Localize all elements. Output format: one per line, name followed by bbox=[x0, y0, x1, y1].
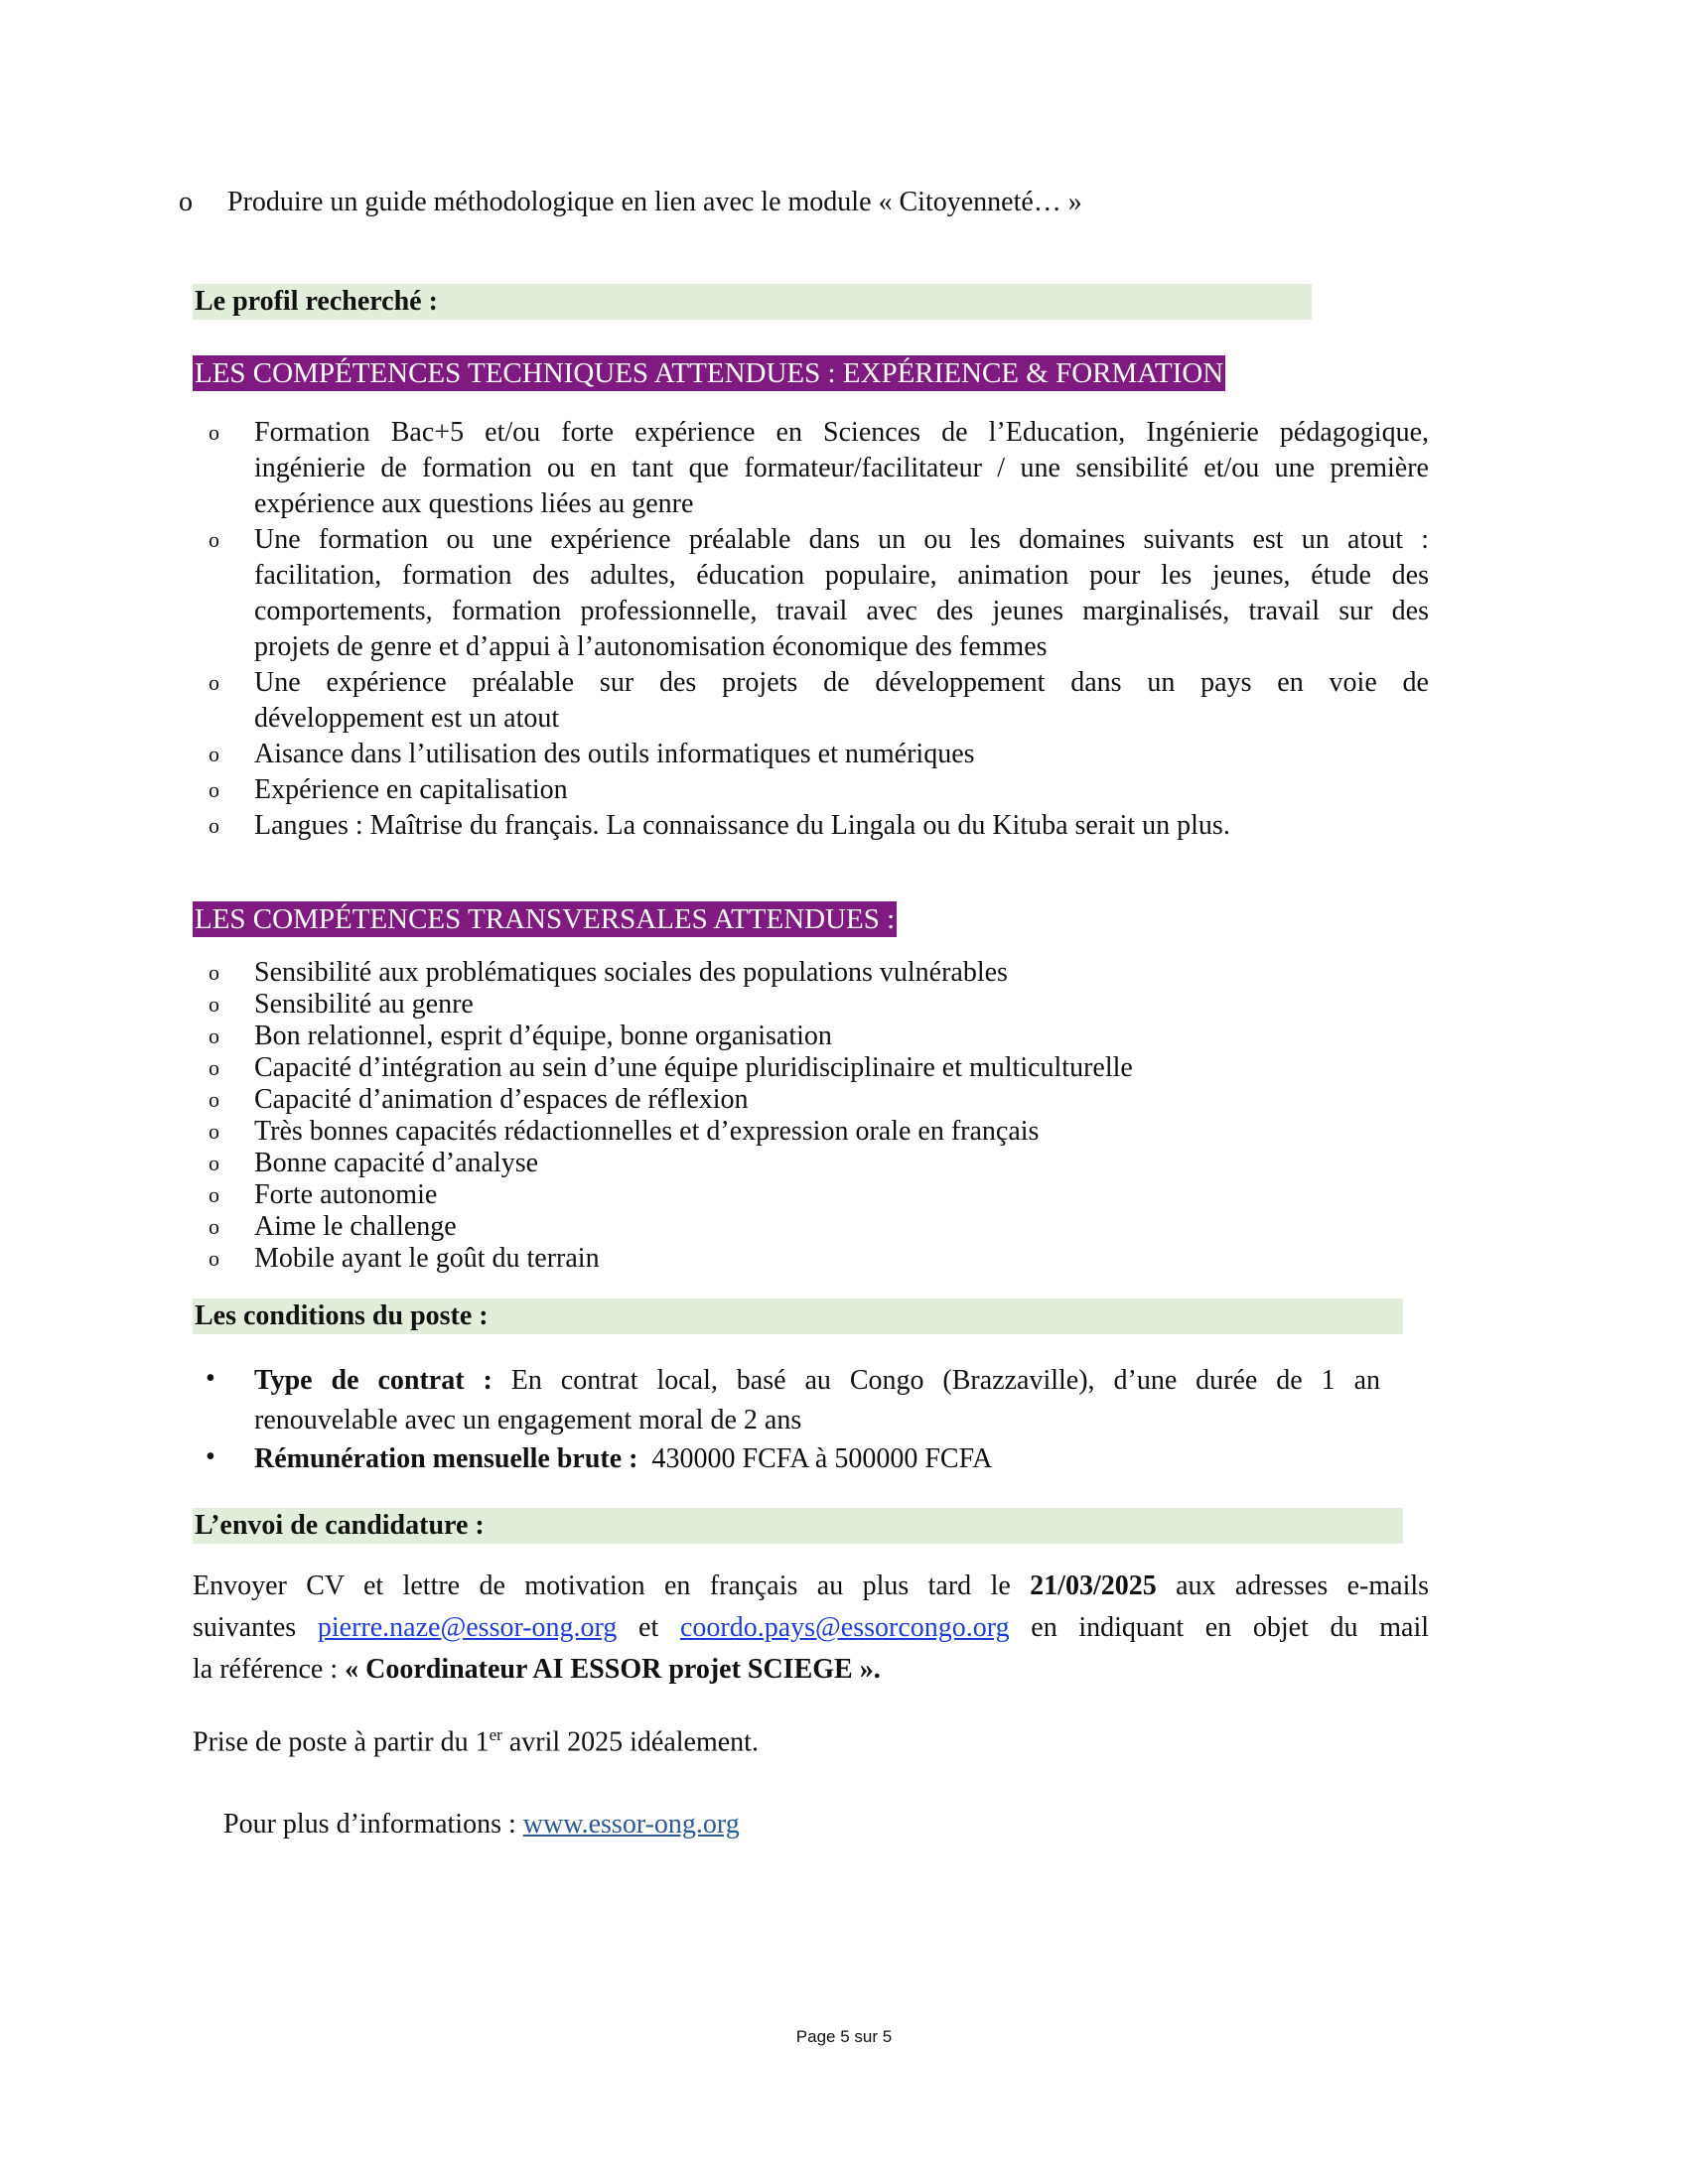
bullet-dot: • bbox=[206, 1363, 215, 1394]
envoi-reference: « Coordinateur AI ESSOR projet SCIEGE ». bbox=[345, 1654, 881, 1685]
list-item-line: expérience aux questions liées au genre bbox=[254, 488, 694, 519]
contrat-line1 bbox=[254, 1361, 1380, 1401]
envoi-heading: L’envoi de candidature : bbox=[193, 1508, 1403, 1544]
list-item: Sensibilité aux problématiques sociales des populations vulnérables bbox=[254, 957, 1008, 988]
remun-label: Rémunération mensuelle brute : bbox=[254, 1443, 638, 1474]
list-item: Bon relationnel, esprit d’équipe, bonne organisation bbox=[254, 1021, 832, 1051]
remun-line bbox=[254, 1439, 992, 1479]
prise-text: Prise de poste à partir du 1 bbox=[193, 1726, 490, 1758]
list-item: Aime le challenge bbox=[254, 1211, 457, 1242]
prise-text: avril 2025 idéalement. bbox=[508, 1726, 759, 1758]
envoi-text: et bbox=[638, 1612, 659, 1643]
page-number: Page 5 sur 5 bbox=[795, 2027, 893, 2046]
profil-heading: Le profil recherché : bbox=[193, 284, 1312, 320]
bullet-o: o bbox=[209, 1087, 219, 1112]
bullet-o: o bbox=[209, 960, 219, 985]
contrat-text: En contrat local, basé au Congo (Brazzaville), d’une durée de 1 an bbox=[510, 1365, 1381, 1396]
bullet-dot: • bbox=[206, 1441, 215, 1472]
prise-sup: er bbox=[489, 1725, 502, 1744]
list-item-line: Aisance dans l’utilisation des outils informatiques et numériques bbox=[254, 739, 975, 769]
conditions-heading: Les conditions du poste : bbox=[193, 1298, 1403, 1334]
bullet-o: o bbox=[209, 813, 219, 838]
list-item: Forte autonomie bbox=[254, 1179, 438, 1210]
bullet-o: o bbox=[209, 1151, 219, 1175]
bullet-o: o bbox=[209, 1024, 219, 1048]
list-item-line: Expérience en capitalisation bbox=[254, 774, 568, 805]
bullet-o: o bbox=[209, 992, 219, 1017]
bullet-o: o bbox=[209, 1055, 219, 1080]
email-link-1[interactable]: pierre.naze@essor-ong.org bbox=[317, 1612, 618, 1643]
bullet-o: o bbox=[209, 420, 219, 445]
list-item-line: Une expérience préalable sur des projets de développement dans un pays en voie de bbox=[254, 667, 1429, 698]
envoi-text: suivantes bbox=[193, 1612, 297, 1643]
bullet-o: o bbox=[209, 1119, 219, 1144]
top-item: Produire un guide méthodologique en lien avec le module « Citoyenneté… » bbox=[227, 187, 1082, 217]
tech-heading: LES COMPÉTENCES TECHNIQUES ATTENDUES : EXPÉRIENCE & FORMATION bbox=[195, 357, 1224, 389]
info-label: Pour plus d’informations : bbox=[223, 1809, 516, 1840]
remun-value: 430000 FCFA à 500000 FCFA bbox=[651, 1443, 993, 1474]
envoi-text: aux adresses e-mails bbox=[1176, 1570, 1430, 1601]
envoi-date: 21/03/2025 bbox=[1030, 1570, 1157, 1601]
bullet-o: o bbox=[209, 527, 219, 552]
bullet-o: o bbox=[209, 1246, 219, 1271]
contrat-label: Type de contrat : bbox=[254, 1365, 492, 1396]
list-item: Sensibilité au genre bbox=[254, 989, 474, 1020]
list-item: Capacité d’intégration au sein d’une équipe pluridisciplinaire et multiculturelle bbox=[254, 1052, 1133, 1083]
list-item-line: Une formation ou une expérience préalable dans un ou les domaines suivants est un atout : bbox=[254, 524, 1429, 555]
list-item-line: Formation Bac+5 et/ou forte expérience en Sciences de l’Education, Ingénierie pédagogique, bbox=[254, 417, 1429, 448]
list-item-line: développement est un atout bbox=[254, 703, 560, 734]
bullet-o: o bbox=[209, 670, 219, 695]
website-link[interactable]: www.essor-ong.org bbox=[522, 1809, 740, 1840]
envoi-text: en indiquant en objet du mail bbox=[1031, 1612, 1429, 1643]
transv-heading: LES COMPÉTENCES TRANSVERSALES ATTENDUES : bbox=[195, 903, 896, 935]
list-item-line: ingénierie de formation ou en tant que formateur/facilitateur / une sensibilité et/ou une première bbox=[254, 453, 1429, 483]
contrat-line2: renouvelable avec un engagement moral de 2 ans bbox=[254, 1405, 802, 1435]
list-item: Bonne capacité d’analyse bbox=[254, 1148, 539, 1178]
list-item-line: comportements, formation professionnelle, travail avec des jeunes marginalisés, travail sur des bbox=[254, 596, 1429, 626]
bullet-o: o bbox=[209, 777, 219, 802]
info-line bbox=[223, 1804, 740, 1845]
bullet-o: o bbox=[209, 1214, 219, 1239]
list-item-line: Langues : Maîtrise du français. La connaissance du Lingala ou du Kituba serait un plus. bbox=[254, 810, 1230, 841]
envoi-line2 bbox=[193, 1607, 1429, 1649]
list-item: Capacité d’animation d’espaces de réflexion bbox=[254, 1084, 749, 1115]
list-item-line: projets de genre et d’appui à l’autonomisation économique des femmes bbox=[254, 631, 1048, 662]
envoi-line3 bbox=[193, 1649, 881, 1691]
envoi-line1 bbox=[193, 1566, 1429, 1607]
list-item-line: facilitation, formation des adultes, éducation populaire, animation pour les jeunes, étude des bbox=[254, 560, 1429, 591]
bullet-o: o bbox=[179, 187, 193, 217]
email-link-2[interactable]: coordo.pays@essorcongo.org bbox=[679, 1612, 1010, 1643]
bullet-o: o bbox=[209, 742, 219, 766]
bullet-o: o bbox=[209, 1182, 219, 1207]
list-item: Mobile ayant le goût du terrain bbox=[254, 1243, 600, 1274]
envoi-text: Envoyer CV et lettre de motivation en français au plus tard le bbox=[193, 1570, 1011, 1601]
prise-line bbox=[193, 1714, 759, 1763]
envoi-text: la référence : bbox=[193, 1654, 339, 1685]
list-item: Très bonnes capacités rédactionnelles et d’expression orale en français bbox=[254, 1116, 1040, 1147]
